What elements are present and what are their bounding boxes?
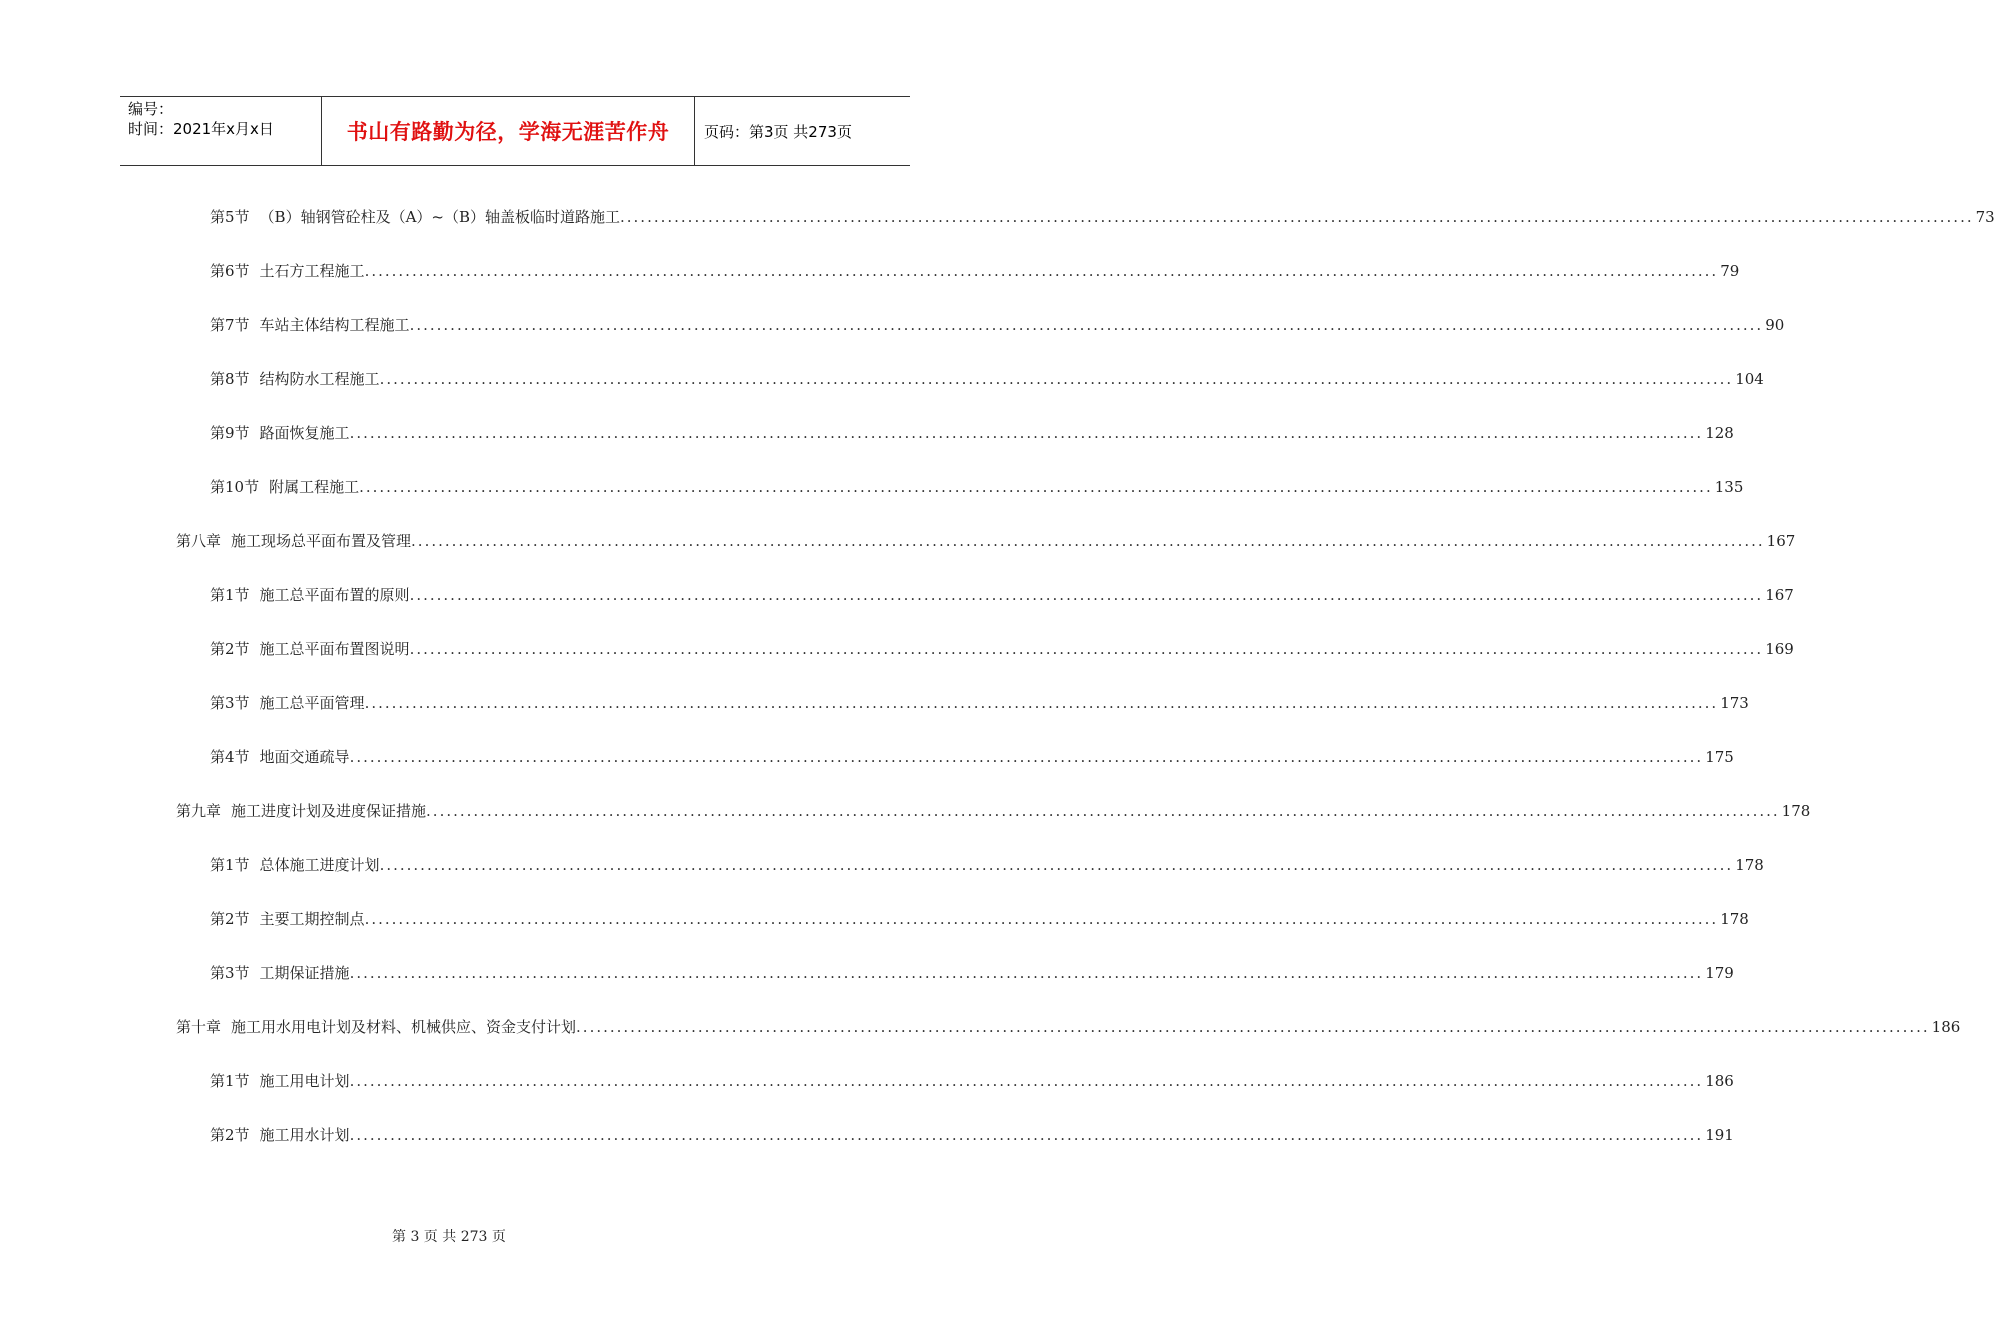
toc-entry-number: 第10节 [210, 478, 260, 496]
toc-entry-number: 第3节 [210, 964, 250, 982]
toc-entry-page: 135 [1714, 478, 1744, 496]
toc-entry[interactable] [210, 475, 1744, 499]
toc-leader-dots: ........................................................................................................................................................................................................ [349, 1072, 1704, 1090]
toc-entry-number: 第5节 [210, 208, 250, 226]
toc-entry-number: 第十章 [176, 1018, 222, 1036]
toc-entry-page: 186 [1705, 1072, 1734, 1090]
toc-entry-title: 附属工程施工 [269, 478, 360, 496]
toc-entry-title: 地面交通疏导 [259, 748, 350, 766]
toc-entry-title: 土石方工程施工 [259, 262, 365, 280]
toc-entry-title: 施工总平面管理 [259, 694, 365, 712]
toc-entry-number: 第2节 [210, 910, 250, 928]
toc-entry-title: 施工总平面布置图说明 [259, 640, 410, 658]
toc-leader-dots: ........................................................................................................................................................................................................ [364, 910, 1719, 928]
toc-entry-page: 178 [1720, 910, 1749, 928]
time-label: 时间：2021年x月x日 [128, 120, 274, 138]
toc-entry[interactable] [210, 853, 1764, 877]
toc-leader-dots: ........................................................................................................................................................................................................ [359, 478, 1713, 496]
toc-entry-page: 79 [1720, 262, 1740, 280]
header-divider [694, 97, 695, 165]
toc-entry-number: 第八章 [176, 532, 222, 550]
toc-entry[interactable] [210, 691, 1749, 715]
toc-entry-title: 总体施工进度计划 [259, 856, 380, 874]
toc-entry[interactable] [210, 313, 1785, 337]
toc-leader-dots: ........................................................................................................................................................................................................ [379, 856, 1734, 874]
toc-entry-page: 167 [1765, 586, 1794, 604]
toc-leader-dots: ........................................................................................................................................................................................................ [364, 694, 1719, 712]
toc-leader-dots: ........................................................................................................................................................................................................ [426, 802, 1780, 820]
toc-entry-title: 施工总平面布置的原则 [259, 586, 410, 604]
toc-entry-title: 主要工期控制点 [259, 910, 365, 928]
toc-entry-page: 128 [1705, 424, 1734, 442]
toc-entry[interactable] [176, 1015, 1961, 1039]
toc-entry[interactable] [210, 1069, 1734, 1093]
toc-entry-page: 186 [1931, 1018, 1961, 1036]
toc-entry-page: 169 [1765, 640, 1794, 658]
toc-entry-number: 第九章 [176, 802, 222, 820]
toc-entry-page: 167 [1766, 532, 1796, 550]
toc-entry-number: 第9节 [210, 424, 250, 442]
toc-entry-page: 104 [1735, 370, 1764, 388]
toc-entry-title: 施工用水用电计划及材料、机械供应、资金支付计划 [231, 1018, 577, 1036]
header-motto: 书山有路勤为径，学海无涯苦作舟 [346, 120, 670, 144]
toc-entry-title: 车站主体结构工程施工 [259, 316, 410, 334]
toc-entry-number: 第1节 [210, 856, 250, 874]
toc-leader-dots: ........................................................................................................................................................................................................ [409, 640, 1764, 658]
toc-entry-number: 第2节 [210, 1126, 250, 1144]
toc-entry[interactable] [210, 1123, 1734, 1147]
toc-leader-dots: ........................................................................................................................................................................................................ [576, 1018, 1930, 1036]
toc-entry-number: 第6节 [210, 262, 250, 280]
toc-entry-page: 90 [1765, 316, 1785, 334]
toc-entry[interactable] [210, 367, 1764, 391]
toc-entry-title: 施工用水计划 [259, 1126, 350, 1144]
toc-entry-page: 73 [1975, 208, 1995, 226]
header-page-info: 页码：第3页 共273页 [704, 122, 852, 141]
toc-entry-title: 施工进度计划及进度保证措施 [231, 802, 427, 820]
toc-entry-title: （B）轴钢管砼柱及（A）~（B）轴盖板临时道路施工 [259, 208, 620, 226]
toc-entry-page: 191 [1705, 1126, 1734, 1144]
toc-leader-dots: ........................................................................................................................................................................................................ [364, 262, 1719, 280]
toc-leader-dots: ........................................................................................................................................................................................................ [411, 532, 1765, 550]
toc-entry-number: 第7节 [210, 316, 250, 334]
toc-entry[interactable] [176, 799, 1811, 823]
number-label: 编号： [128, 100, 174, 118]
toc-entry-number: 第8节 [210, 370, 250, 388]
page-footer: 第 3 页 共 273 页 [392, 1229, 506, 1245]
toc-entry-page: 179 [1705, 964, 1734, 982]
toc-entry-title: 施工现场总平面布置及管理 [231, 532, 412, 550]
toc-entry-number: 第1节 [210, 586, 250, 604]
header-meta [128, 99, 274, 139]
toc-entry[interactable] [210, 745, 1734, 769]
toc-entry-number: 第3节 [210, 694, 250, 712]
toc-entry-title: 路面恢复施工 [259, 424, 350, 442]
toc-leader-dots: ........................................................................................................................................................................................................ [409, 316, 1764, 334]
toc-entry[interactable] [210, 205, 1995, 229]
toc-entry-title: 工期保证措施 [259, 964, 350, 982]
toc-entry[interactable] [210, 637, 1794, 661]
toc-leader-dots: ........................................................................................................................................................................................................ [379, 370, 1734, 388]
toc-entry[interactable] [210, 583, 1794, 607]
toc-entry-page: 173 [1720, 694, 1749, 712]
toc-entry-number: 第2节 [210, 640, 250, 658]
toc-leader-dots: ........................................................................................................................................................................................................ [409, 586, 1764, 604]
toc-entry-page: 178 [1781, 802, 1811, 820]
toc-entry-title: 结构防水工程施工 [259, 370, 380, 388]
toc-entry-number: 第1节 [210, 1072, 250, 1090]
toc-leader-dots: ........................................................................................................................................................................................................ [349, 1126, 1704, 1144]
toc-entry[interactable] [176, 529, 1796, 553]
toc-entry[interactable] [210, 961, 1734, 985]
toc-entry-title: 施工用电计划 [259, 1072, 350, 1090]
toc-leader-dots: ........................................................................................................................................................................................................ [349, 748, 1704, 766]
toc-entry[interactable] [210, 421, 1734, 445]
toc-leader-dots: ........................................................................................................................................................................................................ [349, 964, 1704, 982]
toc-entry[interactable] [210, 259, 1740, 283]
toc-entry-number: 第4节 [210, 748, 250, 766]
toc-leader-dots: ........................................................................................................................................................................................................ [620, 208, 1974, 226]
toc-leader-dots: ........................................................................................................................................................................................................ [349, 424, 1704, 442]
toc-entry-page: 175 [1705, 748, 1734, 766]
page-header [120, 96, 910, 166]
toc-entry[interactable] [210, 907, 1749, 931]
toc-entry-page: 178 [1735, 856, 1764, 874]
